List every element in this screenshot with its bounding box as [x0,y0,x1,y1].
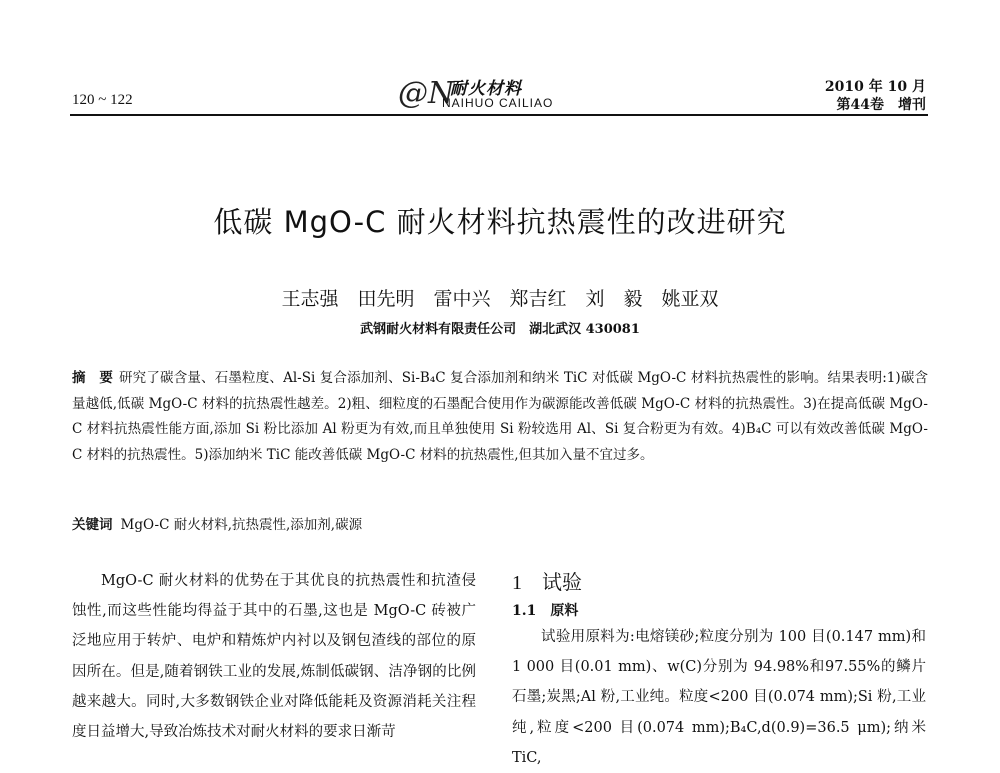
journal-logo [398,72,578,116]
keywords [72,513,928,533]
journal-name-cn: 耐火材料 [450,79,522,99]
subsection-heading: 1.1 原料 [512,603,579,619]
body-paragraph-materials: 试验用原料为:电熔镁砂;粒度分别为 100 目(0.147 mm)和 1 000 目(0.01 mm)、w(C)分别为 94.98%和97.55%的鳞片石墨;炭黑;Al 粉,工业纯。粒度<200 目(0.074 mm);Si 粉,工业纯,粒度<200 目(0.074 mm);B₄C,d(0.9)=36.5 μm);纳米 TiC, [512,629,926,766]
abstract [72,366,928,468]
body-paragraph-intro: MgO-C 耐火材料的优势在于其优良的抗热震性和抗渣侵蚀性,而这些性能均得益于其中的石墨,这也是 MgO-C 砖被广泛地应用于转炉、电炉和精炼炉内衬以及钢包渣线的部位的原因所在。但是,随着钢铁工业的发展,炼制低碳钢、洁净钢的比例越来越大。同时,大多数钢铁企业对降低能耗及资源消耗关注程度日益增大,导致冶炼技术对耐火材料的要求日渐苛 [72,573,476,741]
journal-name-en: NAIHUO CAILIAO [442,96,554,110]
abstract-text: 研究了碳含量、石墨粒度、Al-Si 复合添加剂、Si-B₄C 复合添加剂和纳米 TiC 对低碳 MgO-C 材料抗热震性的影响。结果表明:1)碳含量越低,低碳 MgO-C 材料的抗热震性越差。2)粗、细粒度的石墨配合使用作为碳源能改善低碳 MgO-C 材料的抗热震性。3)在提高低碳 MgO-C 材料抗热震性能方面,添加 Si 粉比添加 Al 粉更为有效,而且单独使用 Si 粉较选用 Al、Si 复合粉更为有效。4)B₄C 可以有效改善低碳 MgO-C 材料的抗热震性。5)添加纳米 TiC 能改善低碳 MgO-C 材料的抗热震性,但其加入量不宜过多。 [72,370,928,463]
logo-swirl-icon: @N [398,76,455,111]
issue-date: 2010 年 10 月 [824,79,926,95]
section-heading: 1 试验 [512,572,582,594]
issue-volume: 第44卷 增刊 [836,97,926,113]
abstract-label: 摘 要 [72,370,114,386]
keywords-label: 关键词 [72,517,113,533]
author-list: 王志强 田先明 雷中兴 郑吉红 刘 毅 姚亚双 [281,288,719,310]
affiliation: 武钢耐火材料有限责任公司 湖北武汉 430081 [360,322,640,337]
issue-info [825,78,926,114]
header-rule [70,114,928,116]
paper-title: 低碳 MgO-C 耐火材料抗热震性的改进研究 [213,205,787,239]
page-range: 120 ~ 122 [72,92,133,108]
keywords-text: MgO-C 耐火材料,抗热震性,添加剂,碳源 [120,517,363,533]
